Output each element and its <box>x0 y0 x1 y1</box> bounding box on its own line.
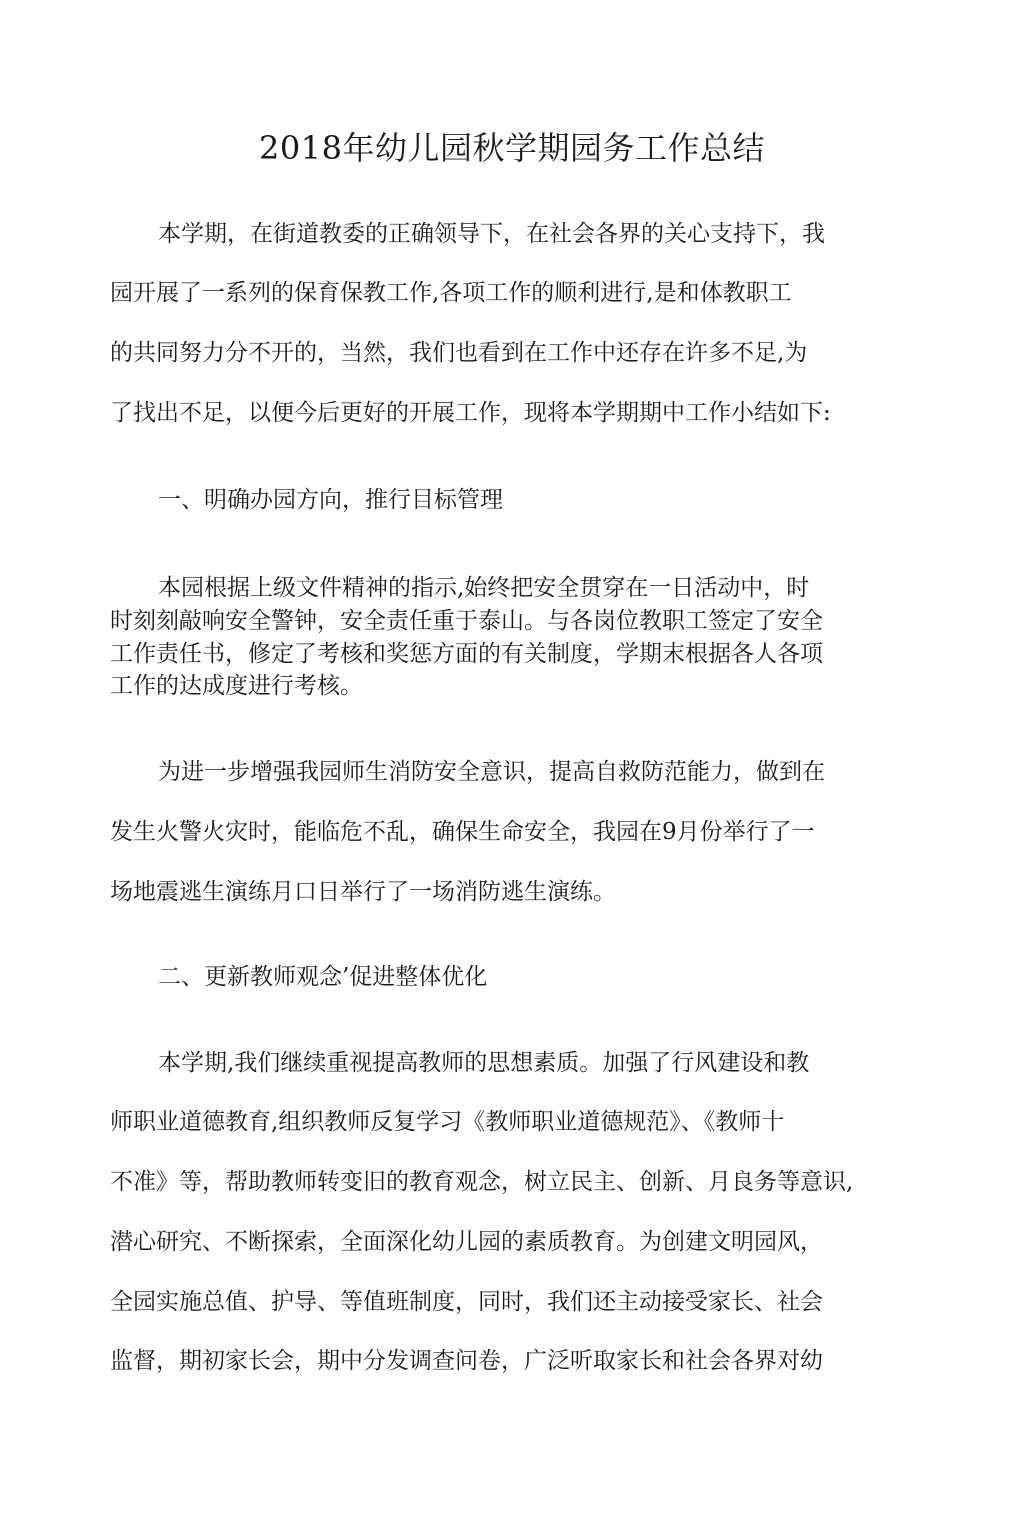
paragraph-line: 园开展了一系列的保育保教工作,各项工作的顺利进行,是和体教职工 <box>110 280 792 306</box>
paragraph-line: 不准》等，帮助教师转变旧的教育观念，树立民主、创新、月良务等意识, <box>110 1169 854 1195</box>
document-title: 2018年幼儿园秋学期园务工作总结 <box>259 129 765 167</box>
paragraph-line: 本学期,我们继续重视提高教师的思想素质。加强了行风建设和教 <box>158 1050 810 1076</box>
paragraph-line: 监督，期初家长会，期中分发调查问卷，广泛听取家长和社会各界对幼 <box>110 1348 823 1374</box>
paragraph-line: 工作责任书，修定了考核和奖惩方面的有关制度，学期末根据各人各项 <box>110 641 823 667</box>
paragraph-line: 了找出不足，以便今后更好的开展工作，现将本学期期中工作小结如下: <box>110 400 831 426</box>
paragraph-line: 本学期，在街道教委的正确领导下，在社会各界的关心支持下，我 <box>158 221 825 247</box>
paragraph-line: 本园根据上级文件精神的指示,始终把安全贯穿在一日活动中，时 <box>158 575 810 601</box>
paragraph-line: 的共同努力分不开的，当然，我们也看到在工作中还存在许多不足,为 <box>110 340 808 366</box>
paragraph-line: 全园实施总值、护导、等值班制度，同时，我们还主动接受家长、社会 <box>110 1289 823 1315</box>
section-heading: 二、更新教师观念’促进整体优化 <box>158 964 488 990</box>
paragraph-line: 发生火警火灾时，能临危不乱，确保生命安全，我园在9月份举行了一 <box>110 819 815 845</box>
paragraph-line: 时刻刻敲响安全警钟，安全责任重于泰山。与各岗位教职工签定了安全 <box>110 608 823 634</box>
section-heading: 一、明确办园方向，推行目标管理 <box>158 487 503 513</box>
paragraph-line: 工作的达成度进行考核。 <box>110 673 363 699</box>
paragraph-line: 为进一步增强我园师生消防安全意识，提高自救防范能力，做到在 <box>158 759 825 785</box>
paragraph-line: 潜心研究、不断探索，全面深化幼儿园的素质教育。为创建文明园风， <box>110 1229 823 1255</box>
paragraph-line: 师职业道德教育,组织教师反复学习《教师职业道德规范》、《教师十 <box>110 1109 785 1135</box>
paragraph-line: 场地震逃生演练月口日举行了一场消防逃生演练。 <box>110 879 616 905</box>
